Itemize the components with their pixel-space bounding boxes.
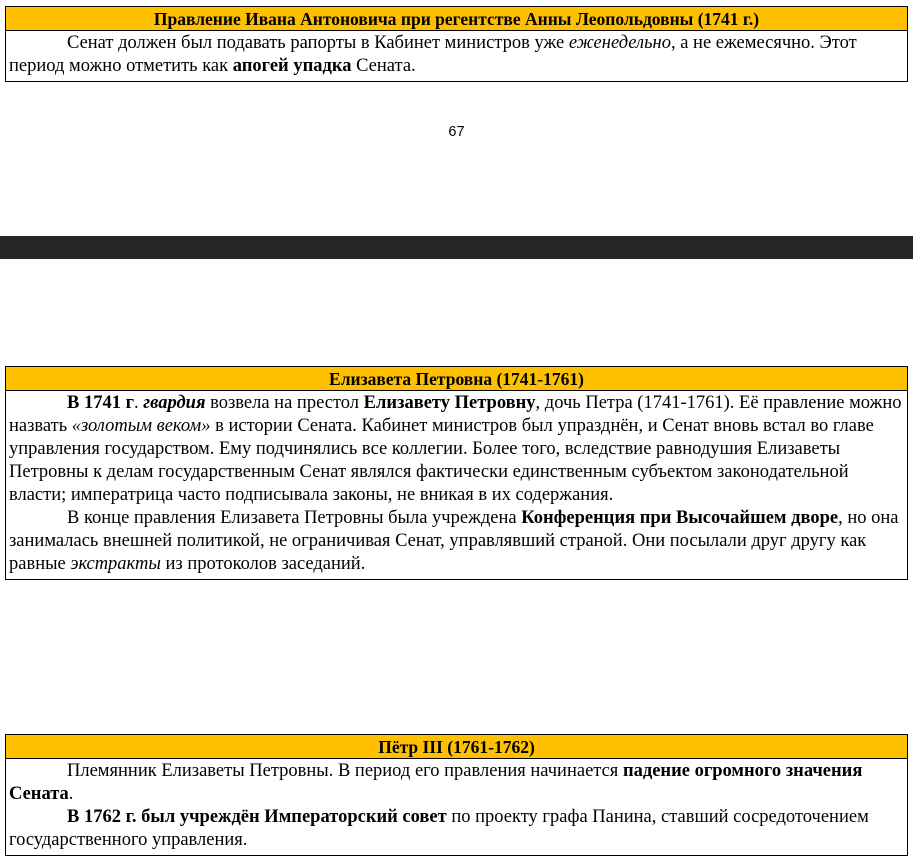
text-run: . [68, 784, 74, 804]
text-run: , дочь Петра (1741-1761). Её правление можно назвать [9, 393, 902, 436]
text-run: возвела на престол [205, 393, 364, 413]
page-break-bar [0, 236, 913, 259]
bold-fall: падение огромного значения Сената [9, 761, 863, 804]
text-run: в истории Сената. Кабинет министров был упразднён, и Сенат вновь встал во главе управления государством. Ему подчинялись все коллегии. Более того, вследствие равнодушия Елизаветы Петровны к делам государственным Сенат являлся фактически единственным субъектом законодательной власти; императрица часто подписывала законы, не вникая в их содержания. [9, 416, 874, 505]
paragraph [9, 507, 903, 576]
section-title: Пётр III (1761-1762) [6, 735, 907, 759]
emphasis-extracts: экстракты [70, 554, 161, 574]
bold-italic-guard: гвардия [143, 393, 206, 413]
bold-imperial-council: В 1762 г. был учреждён Императорский совет [67, 807, 447, 827]
text-run: Сенат должен был подавать рапорты в Кабинет министров уже [67, 33, 569, 53]
section-title: Правление Ивана Антоновича при регентстве Анны Леопольдовны (1741 г.) [6, 7, 907, 31]
bold-year: В 1741 г [67, 393, 134, 413]
section-peter-iii [5, 734, 908, 856]
paragraph [9, 760, 903, 806]
page-number: 67 [448, 124, 465, 140]
section-elizabeth-petrovna [5, 366, 908, 580]
text-run: В конце правления Елизавета Петровны была учреждена [67, 508, 522, 528]
section-body [6, 31, 907, 81]
section-body [6, 759, 907, 855]
text-run: . [134, 393, 144, 413]
text-run: Сената. [351, 56, 416, 76]
text-run: по проекту графа Панина, ставший сосредоточением государственного управления. [9, 807, 869, 850]
bold-name: Елизавету Петровну [363, 393, 536, 413]
text-run: Племянник Елизаветы Петровны. В период его правления начинается [67, 761, 623, 781]
section-ivan-antonovich [5, 6, 908, 82]
text-run: , но она занималась внешней политикой, не ограничивая Сенат, управлявший страной. Они посылали друг другу как равные [9, 508, 899, 574]
emphasis-weekly: еженедельно [568, 33, 671, 53]
paragraph [9, 32, 903, 78]
section-title: Елизавета Петровна (1741-1761) [6, 367, 907, 391]
bold-apogee: апогей упадка [232, 56, 352, 76]
text-run: , а не ежемесячно. Этот период можно отметить как [9, 33, 857, 76]
text-run: из протоколов заседаний. [160, 554, 366, 574]
bold-conference: Конференция при Высочайшем дворе [521, 508, 839, 528]
paragraph [9, 392, 903, 507]
section-body [6, 391, 907, 579]
emphasis-golden-age: «золотым веком» [71, 416, 211, 436]
paragraph [9, 806, 903, 852]
